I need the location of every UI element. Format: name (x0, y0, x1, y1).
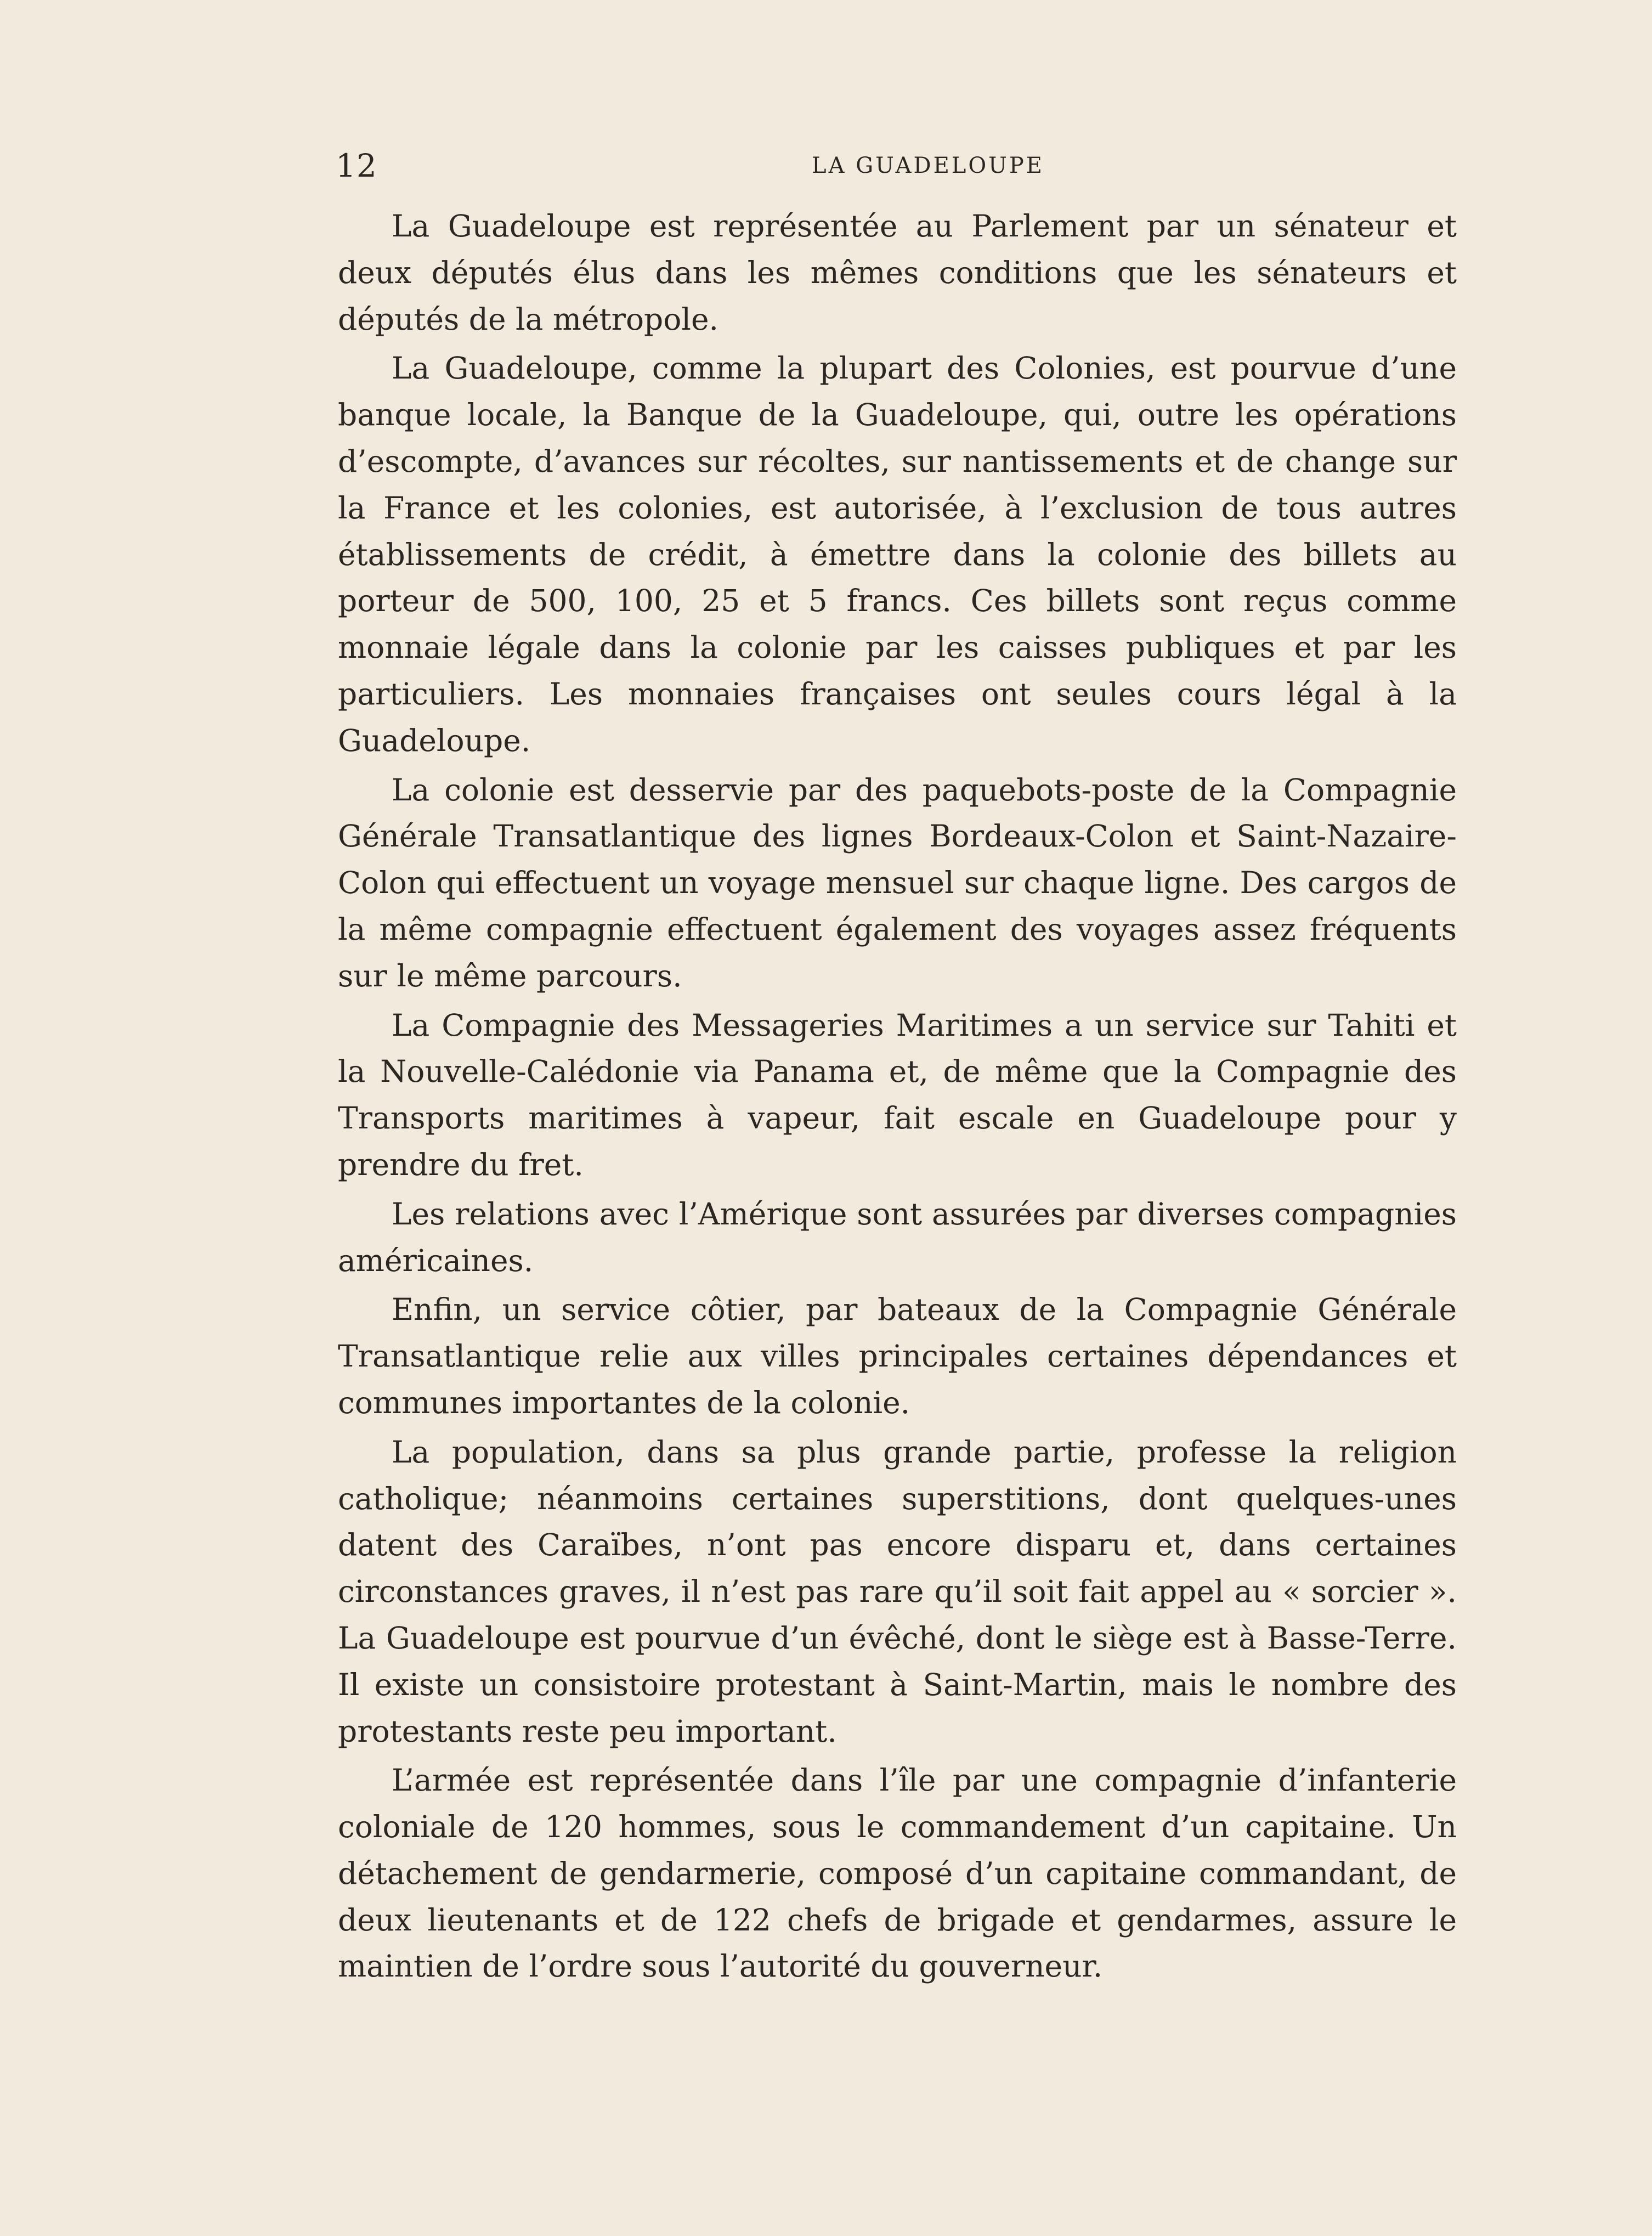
paragraph-coastal-service: Enfin, un service côtier, par bateaux de la Compagnie Générale Transatlantique relie aux villes principales certaines dépendances et communes importantes de la colonie. (338, 1292, 1457, 1420)
paragraph-messageries: La Compagnie des Messageries Maritimes a un service sur Tahiti et la Nouvelle-Calédonie via Panama et, de même que la Compagnie des Transports maritimes à vapeur, fait escale en Guadeloupe pour y prendre du fret. (338, 1007, 1457, 1182)
paragraph-parliament: La Guadeloupe est représentée au Parlement par un sénateur et deux députés élus dans les mêmes conditions que les sénateurs et députés de la métropole. (338, 208, 1457, 337)
page-header (336, 144, 1476, 188)
paragraph-transatlantic: La colonie est desservie par des paquebots-poste de la Compagnie Générale Transatlantique des lignes Bordeaux-Colon et Saint-Nazaire-Colon qui effectuent un voyage mensuel sur chaque ligne. Des cargos de la même compagnie effectuent également des voyages assez fréquents sur le même parcours. (338, 772, 1457, 993)
body-text (338, 203, 1457, 1992)
page-number: 12 (336, 147, 377, 184)
paragraph-america: Les relations avec l’Amérique sont assurées par diverses compagnies américaines. (338, 1196, 1457, 1278)
paragraph-bank: La Guadeloupe, comme la plupart des Colonies, est pourvue d’une banque locale, la Banque de la Guadeloupe, qui, outre les opérations d’escompte, d’avances sur récoltes, sur nantissements et de change sur la France et les colonies, est autorisée, à l’exclusion de tous autres établissements de crédit, à émettre dans la colonie des billets au porteur de 500, 100, 25 et 5 francs. Ces billets sont reçus comme monnaie légale dans la colonie par les caisses publiques et par les particuliers. Les monnaies françaises ont seules cours légal à la Guadeloupe. (338, 351, 1457, 758)
paragraph-religion: La population, dans sa plus grande partie, professe la religion catholique; néanmoins certaines superstitions, dont quelques-unes datent des Caraïbes, n’ont pas encore disparu et, dans certaines circonstances graves, il n’est pas rare qu’il soit fait appel au « sorcier ». La Guadeloupe est pourvue d’un évêché, dont le siège est à Basse-Terre. Il existe un consistoire protestant à Saint-Martin, mais le nombre des protestants reste peu important. (338, 1434, 1457, 1749)
running-title: LA GUADELOUPE (812, 153, 1044, 178)
paragraph-army: L’armée est représentée dans l’île par une compagnie d’infanterie coloniale de 120 hommes, sous le commandement d’un capitaine. Un détachement de gendarmerie, composé d’un capitaine commandant, de deux lieutenants et de 122 chefs de brigade et gendarmes, assure le maintien de l’ordre sous l’autorité du gouverneur. (338, 1763, 1457, 1984)
